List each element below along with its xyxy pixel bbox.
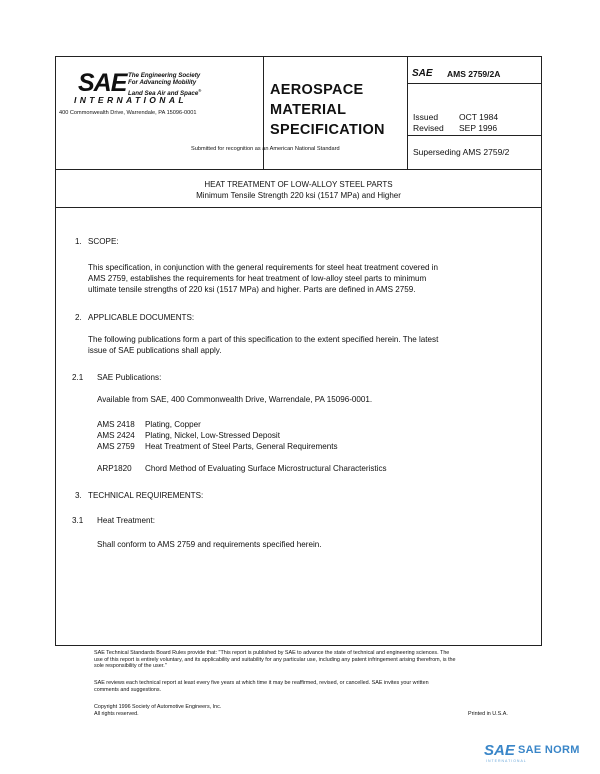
sae-mini-logo: SAE [412, 68, 433, 79]
title-rule [56, 207, 541, 208]
section-1-line: AMS 2759, establishes the requirements for heat treatment of low-alloy steel parts to minimum [88, 274, 427, 283]
header-divider-right [407, 57, 408, 169]
section-3-number: 3. [75, 491, 82, 500]
date-labels [413, 112, 444, 134]
title-line-2: MATERIAL [270, 102, 347, 118]
footer-printed: Printed in U.S.A. [468, 711, 508, 717]
footer-line: All rights reserved. [94, 710, 139, 717]
header-divider-left [263, 57, 264, 169]
reference-item: AMS 2759 Heat Treatment of Steel Parts, General Requirements [97, 442, 338, 451]
sae-norm-text: SAE NORM [518, 744, 580, 756]
footer-copyright [94, 704, 221, 717]
revised-value: SEP 1996 [459, 123, 498, 133]
section-2-heading: APPLICABLE DOCUMENTS: [88, 313, 195, 322]
reference-item: ARP1820 Chord Method of Evaluating Surface Microstructural Characteristics [97, 464, 387, 473]
section-3-1-body: Shall conform to AMS 2759 and requirements specified herein. [97, 540, 322, 549]
title-main: HEAT TREATMENT OF LOW-ALLOY STEEL PARTS [204, 180, 393, 189]
issued-label: Issued [413, 112, 439, 122]
section-1-body [88, 262, 438, 295]
sae-tagline [128, 72, 201, 97]
sae-norm-logo: SAE [484, 742, 515, 759]
sae-international: INTERNATIONAL [74, 95, 187, 105]
header-rule-2 [407, 135, 541, 136]
section-1-number: 1. [75, 237, 82, 246]
section-2-1-body: Available from SAE, 400 Commonwealth Drive, Warrendale, PA 15096-0001. [97, 395, 373, 404]
footer-line: comments and suggestions. [94, 686, 162, 693]
section-2-line: issue of SAE publications shall apply. [88, 346, 222, 355]
tagline-line-1: The Engineering Society [128, 72, 201, 79]
section-2-line: The following publications form a part of this specification to the extent specified herein. The latest [88, 335, 439, 344]
section-1-line: This specification, in conjunction with the general requirements for steel heat treatment covered in [88, 263, 439, 272]
reference-list [97, 419, 387, 474]
reference-item: AMS 2418 Plating, Copper [97, 420, 201, 429]
title-line-3: SPECIFICATION [270, 122, 385, 138]
header-rule-1 [407, 83, 541, 84]
footer-line: SAE Technical Standards Board Rules provide that: "This report is published by SAE to advance the state of technical and engineering sciences. The [94, 650, 450, 656]
document-title [56, 179, 541, 201]
title-sub: Minimum Tensile Strength 220 ksi (1517 MPa) and Higher [196, 191, 401, 200]
submitted-note: Submitted for recognition as an American National Standard [191, 146, 340, 152]
revised-label: Revised [413, 123, 444, 133]
section-2-1-number: 2.1 [72, 373, 84, 382]
footer-line: SAE reviews each technical report at least every five years at which time it may be reaffirmed, revised, or cancelled. SAE invites your written [94, 680, 429, 686]
document-type-title [270, 80, 385, 140]
date-values [459, 112, 498, 134]
sae-address: 400 Commonwealth Drive, Warrendale, PA 15096-0001 [59, 110, 197, 116]
superseding-note: Superseding AMS 2759/2 [413, 147, 510, 157]
section-2-1-heading: SAE Publications: [97, 373, 162, 382]
document-number: AMS 2759/2A [447, 69, 501, 79]
title-line-1: AEROSPACE [270, 82, 364, 98]
footer-line: use of this report is entirely voluntary, and its applicability and suitability for any particular use, including any patent infringement arising therefrom, is the [94, 656, 456, 663]
section-3-heading: TECHNICAL REQUIREMENTS: [88, 491, 204, 500]
tagline-line-3: Land Sea Air and Space® [128, 87, 202, 97]
section-1-line: ultimate tensile strengths of 220 ksi (1517 MPa) and higher. Parts are defined in AMS 2759. [88, 285, 416, 294]
section-3-1-number: 3.1 [72, 516, 84, 525]
footer-rules-note [94, 650, 456, 670]
sae-norm-subtext: INTERNATIONAL [486, 759, 527, 763]
sae-logo: SAE [78, 69, 127, 97]
footer-review-note [94, 680, 429, 693]
tagline-line-2: For Advancing Mobility [128, 79, 197, 87]
section-3-1-heading: Heat Treatment: [97, 516, 156, 525]
footer-line: Copyright 1996 Society of Automotive Engineers, Inc. [94, 704, 222, 710]
reference-item: AMS 2424 Plating, Nickel, Low-Stressed Deposit [97, 431, 280, 440]
section-2-body [88, 334, 438, 356]
footer-line: sole responsibility of the user." [94, 663, 167, 670]
header-block [56, 57, 541, 170]
section-2-number: 2. [75, 313, 82, 322]
issued-value: OCT 1984 [459, 112, 499, 122]
section-1-heading: SCOPE: [88, 237, 119, 246]
